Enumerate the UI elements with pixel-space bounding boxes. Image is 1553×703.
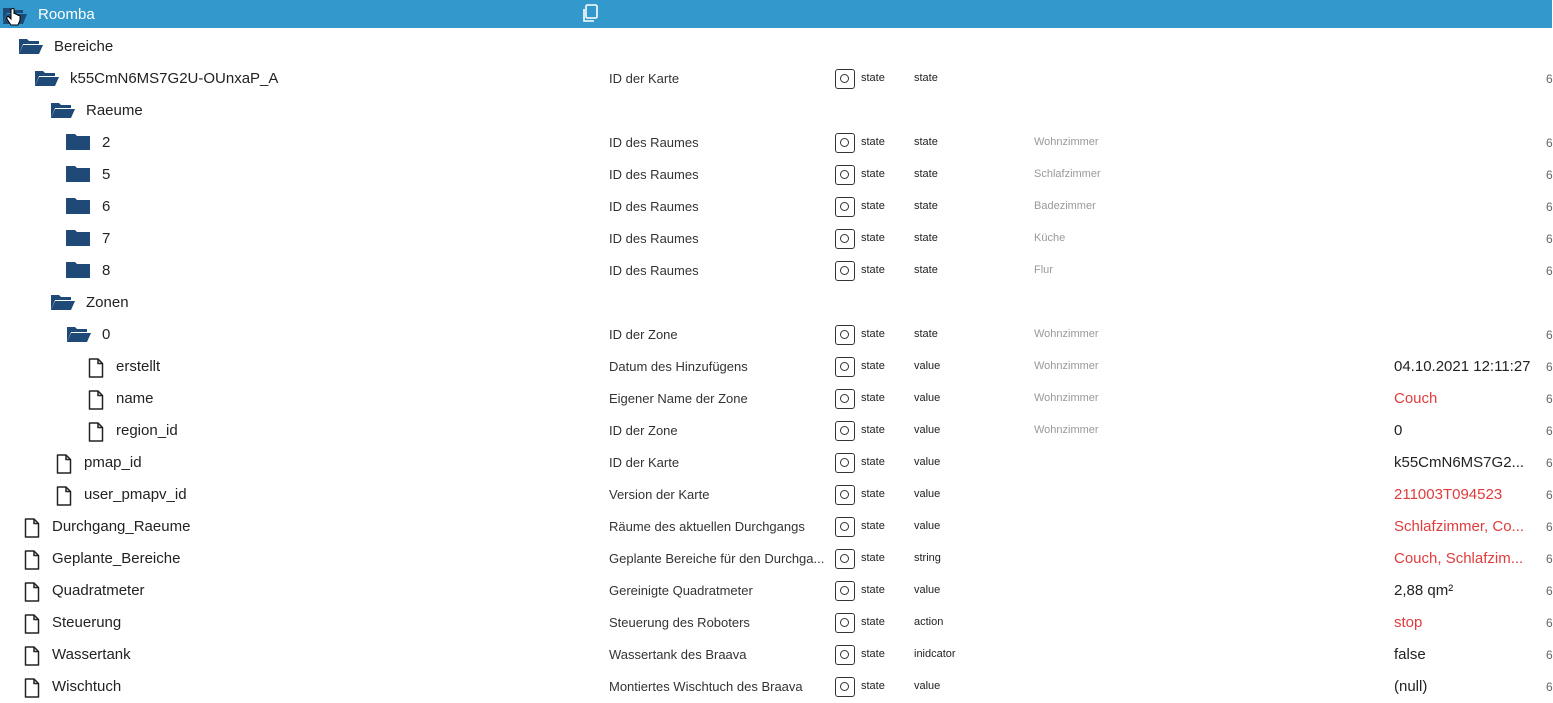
type-cell: state	[861, 168, 885, 180]
tree-row[interactable]	[0, 254, 1552, 286]
tree-header-row[interactable]	[0, 0, 1552, 28]
tree-item-name: pmap_id	[84, 454, 142, 471]
room-cell: Küche	[1034, 232, 1066, 244]
tree-row[interactable]	[0, 318, 1552, 350]
tree-row[interactable]	[0, 638, 1552, 670]
role-cell: inidcator	[914, 648, 956, 660]
state-object-icon	[835, 517, 855, 537]
tree-row[interactable]	[0, 62, 1552, 94]
tree-row[interactable]	[0, 30, 1552, 62]
description-cell: ID des Raumes	[609, 231, 699, 246]
tree-item-name: user_pmapv_id	[84, 486, 187, 503]
description-cell: ID der Karte	[609, 455, 680, 470]
value-cell[interactable]: 0	[1394, 422, 1403, 439]
role-cell: value	[914, 680, 941, 692]
value-cell[interactable]: Couch	[1394, 390, 1438, 407]
room-cell: Wohnzimmer	[1034, 136, 1099, 148]
state-object-icon	[835, 197, 855, 217]
type-cell: state	[861, 264, 885, 276]
type-cell: state	[861, 392, 885, 404]
value-cell[interactable]: Couch, Schlafzim...	[1394, 550, 1524, 567]
state-object-icon	[835, 325, 855, 345]
role-cell: state	[914, 232, 938, 244]
type-cell: state	[861, 232, 885, 244]
tree-item-name: Zonen	[86, 294, 129, 311]
tree-root-label: Roomba	[38, 6, 95, 23]
truncated-column-cell: 6	[1546, 264, 1553, 278]
state-object-icon	[835, 581, 855, 601]
folder-open-icon[interactable]	[34, 69, 60, 92]
folder-icon[interactable]	[66, 197, 90, 219]
tree-row[interactable]	[0, 574, 1552, 606]
state-object-icon	[835, 485, 855, 505]
state-object-icon	[835, 453, 855, 473]
role-cell: state	[914, 328, 938, 340]
description-cell: Datum des Hinzufügens	[609, 359, 748, 374]
value-cell[interactable]: stop	[1394, 614, 1423, 631]
tree-item-name: Steuerung	[52, 614, 122, 631]
type-cell: state	[861, 424, 885, 436]
tree-item-name: 0	[102, 326, 111, 343]
role-cell: value	[914, 424, 941, 436]
file-icon	[24, 518, 40, 543]
tree-row[interactable]	[0, 606, 1552, 638]
tree-row[interactable]	[0, 286, 1552, 318]
tree-item-name: 2	[102, 134, 111, 151]
file-icon	[88, 390, 104, 415]
tree-row[interactable]	[0, 478, 1552, 510]
tree-item-name: Wischtuch	[52, 678, 122, 695]
tree-item-name: 8	[102, 262, 111, 279]
value-cell[interactable]: Schlafzimmer, Co...	[1394, 518, 1525, 535]
tree-item-name: name	[116, 390, 154, 407]
truncated-column-cell: 6	[1546, 360, 1553, 374]
folder-open-icon[interactable]	[50, 293, 76, 316]
description-cell: Steuerung des Roboters	[609, 615, 750, 630]
tree-row[interactable]	[0, 670, 1552, 702]
type-cell: state	[861, 584, 885, 596]
state-object-icon	[835, 389, 855, 409]
room-cell: Badezimmer	[1034, 200, 1096, 212]
type-cell: state	[861, 552, 885, 564]
file-icon	[24, 614, 40, 639]
role-cell: value	[914, 392, 941, 404]
tree-row[interactable]	[0, 446, 1552, 478]
truncated-column-cell: 6	[1546, 488, 1553, 502]
folder-open-icon[interactable]	[50, 101, 76, 124]
description-cell: Version der Karte	[609, 487, 710, 502]
value-cell[interactable]: 2,88 qm²	[1394, 582, 1454, 599]
state-object-icon	[835, 645, 855, 665]
room-cell: Wohnzimmer	[1034, 392, 1099, 404]
tree-item-name: Durchgang_Raeume	[52, 518, 191, 535]
truncated-column-cell: 6	[1546, 616, 1553, 630]
room-cell: Wohnzimmer	[1034, 360, 1099, 372]
type-cell: state	[861, 616, 885, 628]
tree-item-name: k55CmN6MS7G2U-OUnxaP_A	[70, 70, 279, 87]
value-cell[interactable]: (null)	[1394, 678, 1428, 695]
description-cell: ID der Karte	[609, 71, 680, 86]
truncated-column-cell: 6	[1546, 424, 1553, 438]
role-cell: state	[914, 264, 938, 276]
state-object-icon	[835, 421, 855, 441]
state-object-icon	[835, 613, 855, 633]
truncated-column-cell: 6	[1546, 648, 1553, 662]
tree-item-name: erstellt	[116, 358, 161, 375]
role-cell: state	[914, 168, 938, 180]
truncated-column-cell: 6	[1546, 168, 1553, 182]
state-object-icon	[835, 165, 855, 185]
state-object-icon	[835, 357, 855, 377]
description-cell: ID der Zone	[609, 423, 678, 438]
file-icon	[24, 582, 40, 607]
type-cell: state	[861, 200, 885, 212]
tree-item-name: Geplante_Bereiche	[52, 550, 181, 567]
value-cell[interactable]: false	[1394, 646, 1426, 663]
truncated-column-cell: 6	[1546, 584, 1553, 598]
value-cell[interactable]: 04.10.2021 12:11:27	[1394, 358, 1531, 375]
truncated-column-cell: 6	[1546, 392, 1553, 406]
tree-row[interactable]	[0, 382, 1552, 414]
description-cell: ID des Raumes	[609, 263, 699, 278]
truncated-column-cell: 6	[1546, 72, 1553, 86]
description-cell: Eigener Name der Zone	[609, 391, 748, 406]
tree-item-name: Raeume	[86, 102, 143, 119]
description-cell: Montiertes Wischtuch des Braava	[609, 679, 803, 694]
room-cell: Wohnzimmer	[1034, 424, 1099, 436]
tree-item-name: 7	[102, 230, 111, 247]
folder-icon[interactable]	[66, 165, 90, 187]
tree-row[interactable]	[0, 126, 1552, 158]
role-cell: state	[914, 136, 938, 148]
truncated-column-cell: 6	[1546, 328, 1553, 342]
role-cell: string	[914, 552, 941, 564]
truncated-column-cell: 6	[1546, 456, 1553, 470]
file-icon	[24, 646, 40, 671]
tree-row[interactable]	[0, 414, 1552, 446]
role-cell: value	[914, 520, 941, 532]
type-cell: state	[861, 72, 885, 84]
folder-icon[interactable]	[66, 261, 90, 283]
tree-row[interactable]	[0, 350, 1552, 382]
role-cell: value	[914, 360, 941, 372]
role-cell: state	[914, 200, 938, 212]
file-icon	[88, 422, 104, 447]
state-object-icon	[835, 69, 855, 89]
folder-open-icon[interactable]	[66, 325, 92, 348]
room-cell: Wohnzimmer	[1034, 328, 1099, 340]
role-cell: value	[914, 488, 941, 500]
tree-row[interactable]	[0, 158, 1552, 190]
state-object-icon	[835, 261, 855, 281]
truncated-column-cell: 6	[1546, 552, 1553, 566]
file-icon	[24, 550, 40, 575]
tree-row[interactable]	[0, 510, 1552, 542]
folder-icon[interactable]	[66, 229, 90, 251]
role-cell: state	[914, 72, 938, 84]
tree-row[interactable]	[0, 222, 1552, 254]
type-cell: state	[861, 328, 885, 340]
tree-item-name: 6	[102, 198, 111, 215]
copy-icon[interactable]	[581, 4, 599, 29]
tree-row[interactable]	[0, 542, 1552, 574]
role-cell: value	[914, 584, 941, 596]
truncated-column-cell: 6	[1546, 680, 1553, 694]
tree-item-name: region_id	[116, 422, 178, 439]
truncated-column-cell: 6	[1546, 232, 1553, 246]
folder-icon[interactable]	[66, 133, 90, 155]
role-cell: action	[914, 616, 944, 628]
value-cell[interactable]: k55CmN6MS7G2...	[1394, 454, 1525, 471]
description-cell: Gereinigte Quadratmeter	[609, 583, 753, 598]
file-icon	[56, 454, 72, 479]
state-object-icon	[835, 677, 855, 697]
truncated-column-cell: 6	[1546, 200, 1553, 214]
tree-row[interactable]	[0, 190, 1552, 222]
type-cell: state	[861, 648, 885, 660]
tree-row[interactable]	[0, 94, 1552, 126]
type-cell: state	[861, 136, 885, 148]
role-cell: value	[914, 456, 941, 468]
value-cell[interactable]: 211003T094523	[1394, 486, 1503, 503]
state-object-icon	[835, 133, 855, 153]
file-icon	[88, 358, 104, 383]
tree-item-name: Bereiche	[54, 38, 114, 55]
room-cell: Flur	[1034, 264, 1053, 276]
file-icon	[24, 678, 40, 703]
room-cell: Schlafzimmer	[1034, 168, 1101, 180]
tree-item-name: 5	[102, 166, 111, 183]
object-tree	[0, 30, 1552, 702]
description-cell: ID des Raumes	[609, 199, 699, 214]
description-cell: ID der Zone	[609, 327, 678, 342]
file-icon	[56, 486, 72, 511]
description-cell: Geplante Bereiche für den Durchga...	[609, 551, 825, 566]
truncated-column-cell: 6	[1546, 136, 1553, 150]
type-cell: state	[861, 680, 885, 692]
description-cell: ID des Raumes	[609, 135, 699, 150]
truncated-column-cell: 6	[1546, 520, 1553, 534]
type-cell: state	[861, 520, 885, 532]
tree-item-name: Wassertank	[52, 646, 131, 663]
description-cell: Wassertank des Braava	[609, 647, 747, 662]
tree-item-name: Quadratmeter	[52, 582, 145, 599]
type-cell: state	[861, 488, 885, 500]
type-cell: state	[861, 360, 885, 372]
folder-open-icon[interactable]	[18, 37, 44, 60]
description-cell: ID des Raumes	[609, 167, 699, 182]
type-cell: state	[861, 456, 885, 468]
state-object-icon	[835, 549, 855, 569]
state-object-icon	[835, 229, 855, 249]
description-cell: Räume des aktuellen Durchgangs	[609, 519, 805, 534]
